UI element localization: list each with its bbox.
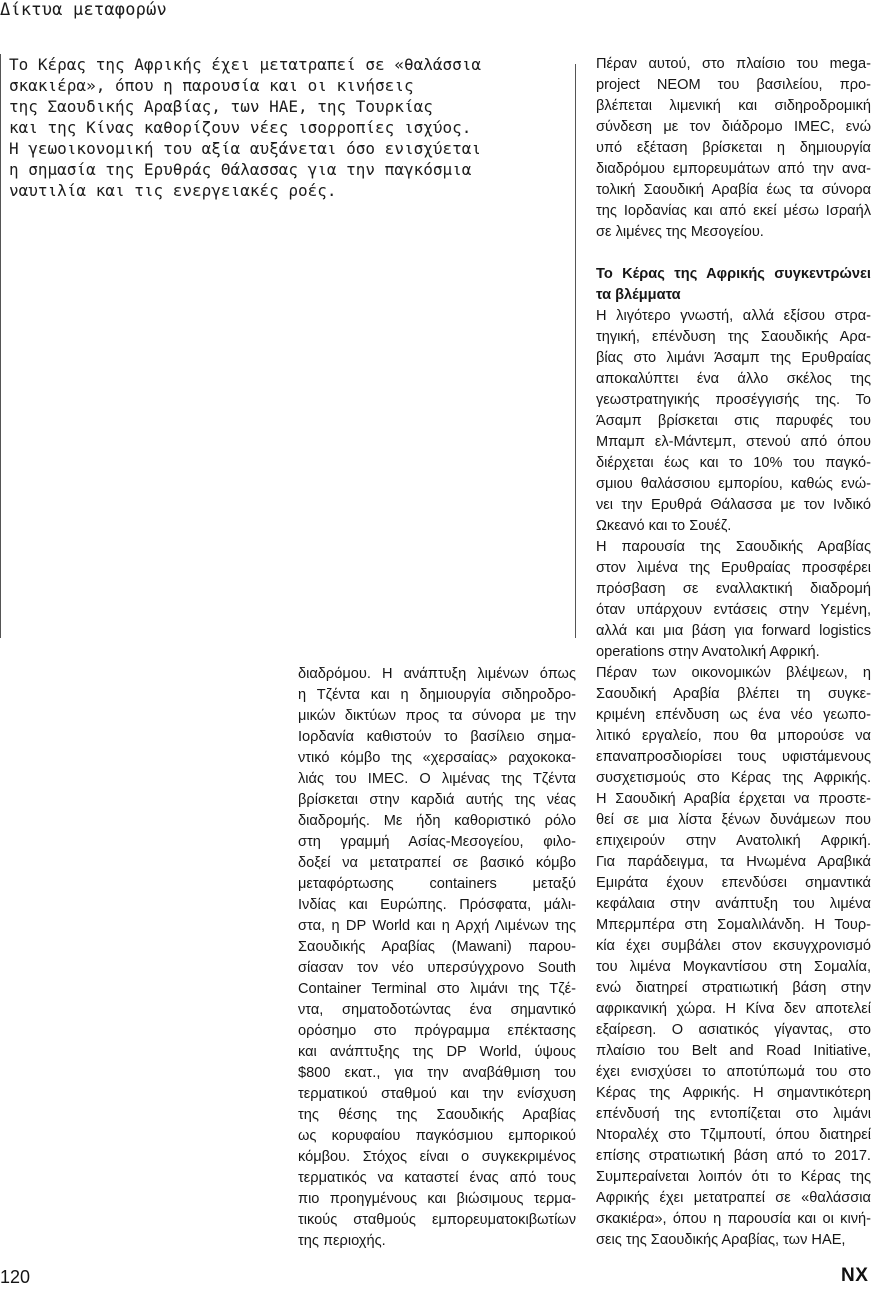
body-line: Ωκεανό και το Σουέζ. (596, 518, 732, 534)
body-line: Σαουδικής Αραβίας (Mawani) παρου- (298, 939, 576, 955)
body-line: Μπαμπ ελ-Μάντεμπ, στενού από όπου (596, 434, 871, 450)
body-line: Πέραν των οικονομικών βλέψεων, η (596, 665, 871, 681)
body-line: μεταφόρτωσης containers μεταξύ (298, 876, 576, 892)
body-line: Η παρουσία της Σαουδικής Αραβίας (596, 539, 871, 555)
body-line: συσχετισμούς στο Κέρας της Αφρικής. (596, 770, 871, 786)
body-line: δοξεί να μετατραπεί σε βασικό κόμβο (298, 855, 576, 871)
body-line: εξαίρεση. Ο ασιατικός γίγαντας, στο (596, 1022, 871, 1038)
pullquote-line: ναυτιλία και τις ενεργειακές ροές. (9, 181, 337, 200)
body-line: τολική Σαουδική Αραβία έως τα σύνορα (596, 182, 871, 198)
subheading-line: τα βλέμματα (596, 287, 681, 303)
body-line: Ινδίας και Ευρώπης. Πρόσφατα, μάλι- (298, 897, 576, 913)
body-line: διαδρόμου. Η ανάπτυξη λιμένων όπως (298, 666, 576, 682)
body-line: κριμένη επένδυση ως ένα νέο γεωπο- (596, 707, 871, 723)
pullquote (0, 54, 578, 638)
body-line: σεις της Σαουδικής Αραβίας, των ΗΑΕ, (596, 1232, 846, 1248)
body-line: project NEOM του βασιλείου, προ- (596, 77, 871, 93)
body-line: στα, η DP World και η Αρχή Λιμένων της (298, 918, 576, 934)
body-line: ως κορυφαίου παγκόσμιου εμπορικού (298, 1128, 576, 1144)
pullquote-line: σκακιέρα», όπου η παρουσία και οι κινήσεις (9, 76, 414, 95)
body-line: Άσαμπ βρίσκεται στις παρυφές του (596, 413, 871, 429)
body-line: Πέραν αυτού, στο πλαίσιο του mega- (596, 56, 871, 72)
pullquote-line: της Σαουδικής Αραβίας, των ΗΑΕ, της Τουρκίας (9, 97, 433, 116)
body-line: Κέρας της Αφρικής. Η σημαντικότερη (596, 1085, 871, 1101)
body-line: βρίσκεται στην καρδιά αυτής της νέας (298, 792, 576, 808)
body-line: λιτικό εργαλείο, που θα μπορούσε να (596, 728, 871, 744)
body-line: της περιοχής. (298, 1233, 386, 1249)
body-line: σύνδεση με τον διάδρομο IMEC, ενώ (596, 119, 871, 135)
body-line: της θέσης της Σαουδικής Αραβίας (298, 1107, 576, 1123)
body-line: Η λιγότερο γνωστή, αλλά εξίσου στρα- (596, 308, 871, 324)
body-line: του λιμένα Μογκαντίσου στη Σομαλία, (596, 959, 871, 975)
body-line: $800 εκατ., για την αναβάθμιση του (298, 1065, 576, 1081)
body-line: επαναπροσδιορίσει τους υφιστάμενους (596, 749, 871, 765)
body-line: πιο προηγμένους και βιώσιμους τερμα- (298, 1191, 576, 1207)
body-line: τερματικού σταθμού και την ενίσχυση (298, 1086, 576, 1102)
pullquote-line: Η γεωοικονομική του αξία αυξάνεται όσο ενισχύεται (9, 139, 482, 158)
body-line: και ανάπτυξης της DP World, ύψους (298, 1044, 576, 1060)
body-line: Ντοραλέχ στο Τζιμπουτί, όπου διατηρεί (596, 1127, 871, 1143)
body-line: Για παράδειγμα, τα Ηνωμένα Αραβικά (596, 854, 871, 870)
pullquote-line: Το Κέρας της Αφρικής έχει μετατραπεί σε «θαλάσσια (9, 55, 482, 74)
body-line: τικούς σταθμούς εμπορευματοκιβωτίων (298, 1212, 576, 1228)
body-line: βλέπεται λιμενική και σιδηροδρομική (596, 98, 871, 114)
body-line: σε λιμένες της Μεσογείου. (596, 224, 764, 240)
body-line: μικών δικτύων προς τα σύνορα με την (298, 708, 576, 724)
body-line: σίασαν τον νέο υπερσύγχρονο South (298, 960, 576, 976)
body-line: Σαουδική Αραβία βλέπει τη συγκε- (596, 686, 871, 702)
pullquote-left-rule (0, 54, 1, 638)
body-line: βίας στο λιμάνι Άσαμπ της Ερυθραίας (596, 350, 871, 366)
body-line: γεωστρατηγικής προσέγγισής της. Το (596, 392, 871, 408)
body-line: ντα, σηματοδοτώντας ένα σημαντικό (298, 1002, 576, 1018)
page-number: 120 (0, 1267, 31, 1287)
pullquote-line: η σημασία της Ερυθράς Θάλασσας για την παγκόσμια (9, 160, 472, 179)
body-line: επιχειρούν στην Ανατολική Αφρική. (596, 833, 871, 849)
body-line: αποκαλύπτει ένα άλλο σκέλος της (596, 371, 871, 387)
right-column-text (596, 54, 871, 1251)
pullquote-text (9, 54, 481, 201)
body-line: της Ιορδανίας και από εκεί μέσω Ισραήλ (596, 203, 871, 219)
body-line: Αφρικής έχει μετατραπεί σε «θαλάσσια (596, 1190, 871, 1206)
body-line: διαδρόμου εμπορευμάτων από την ανα- (596, 161, 871, 177)
body-line: Η Σαουδική Αραβία έρχεται να προστε- (596, 791, 871, 807)
paragraph-spacer (596, 243, 871, 264)
subheading-line: Το Κέρας της Αφρικής συγκεντρώνει (596, 266, 871, 282)
body-line: αλλά και μια βάση για forward logistics (596, 623, 871, 639)
section-title: Δίκτυα μεταφορών (0, 0, 167, 20)
body-line: η Τζέντα και η δημιουργία σιδηροδρο- (298, 687, 576, 703)
body-line: διαδρομής. Με ήδη καθοριστικό ρόλο (298, 813, 576, 829)
body-line: επίσης στρατιωτική βάση από το 2017. (596, 1148, 871, 1164)
middle-column-text (298, 664, 576, 1252)
brand-logo: NX (841, 1265, 869, 1286)
body-line: στον λιμένα της Ερυθραίας προσφέρει (596, 560, 871, 576)
body-line: κόμβου. Στόχος είναι ο συγκεκριμένος (298, 1149, 576, 1165)
body-line: ενώ διατηρεί στρατιωτική βάση στην (596, 980, 871, 996)
body-line: Μπερμπέρα στη Σομαλιλάνδη. Η Τουρ- (596, 917, 871, 933)
body-line: τερματικός να καταστεί ένας από τους (298, 1170, 576, 1186)
body-line: αφρικανική χώρα. Η Κίνα δεν αποτελεί (596, 1001, 871, 1017)
body-line: όταν υπάρχουν εντάσεις στην Υεμένη, (596, 602, 871, 618)
pullquote-right-rule (575, 64, 576, 638)
pullquote-line: και της Κίνας καθορίζουν νέες ισορροπίες ισχύος. (9, 118, 472, 137)
body-line: κεφάλαια στην ανάπτυξη του λιμένα (596, 896, 871, 912)
body-line: πλαίσιο του Belt and Road Initiative, (596, 1043, 871, 1059)
body-line: λιάς του IMEC. Ο λιμένας της Τζέντα (298, 771, 576, 787)
body-line: θεί σε μια λίστα ξένων δυνάμεων που (596, 812, 871, 828)
body-line: κία έχει συμβάλει στον εκσυγχρονισμό (596, 938, 871, 954)
body-line: τηγική, επένδυση της Σαουδικής Αρα- (596, 329, 871, 345)
body-line: διέρχεται έως και το 10% του παγκό- (596, 455, 871, 471)
body-line: operations στην Ανατολική Αφρική. (596, 644, 820, 660)
body-line: Εμιράτα έχουν επενδύσει σημαντικά (596, 875, 871, 891)
body-line: νει την Ερυθρά Θάλασσα με τον Ινδικό (596, 497, 871, 513)
body-line: υπό εξέταση βρίσκεται η δημιουργία (596, 140, 871, 156)
body-line: Container Terminal στο λιμάνι της Τζέ- (298, 981, 576, 997)
body-line: σμιου θαλάσσιου εμπορίου, καθώς ενώ- (596, 476, 871, 492)
body-line: ντικό κόμβο της «χερσαίας» ραχοκοκα- (298, 750, 576, 766)
body-line: πρόσβαση σε εναλλακτική διαδρομή (596, 581, 871, 597)
body-line: επένδυσή της εντοπίζεται στο λιμάνι (596, 1106, 871, 1122)
body-line: σκακιέρα», όπου η παρουσία και οι κινή- (596, 1211, 871, 1227)
body-line: ορόσημο στο πρόγραμμα επέκτασης (298, 1023, 576, 1039)
body-line: Συμπεραίνεται λοιπόν ότι το Κέρας της (596, 1169, 871, 1185)
body-line: Ιορδανία καθιστούν το βασίλειο σημα- (298, 729, 576, 745)
body-line: έχει ενισχύσει το αποτύπωμά του στο (596, 1064, 871, 1080)
body-line: στη γραμμή Ασίας-Μεσογείου, φιλο- (298, 834, 576, 850)
